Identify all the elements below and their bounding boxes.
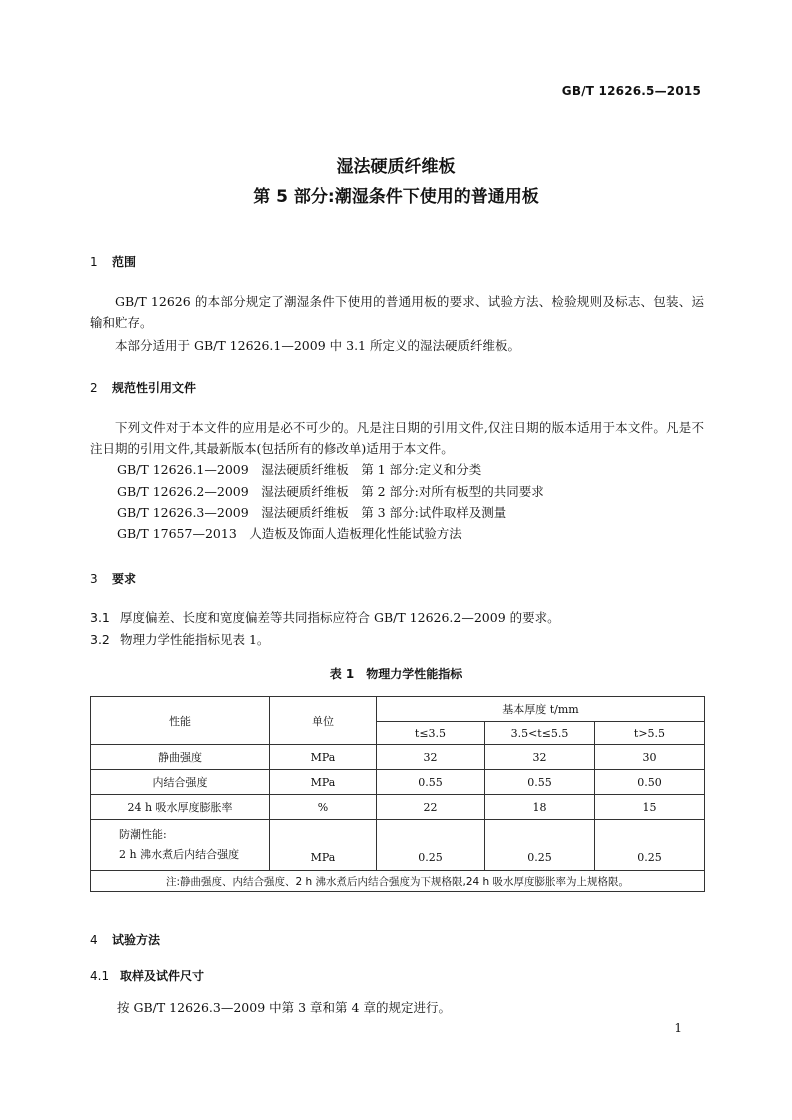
section-number: 2 (90, 381, 98, 395)
clause-4-1-text: 按 GB/T 12626.3—2009 中第 3 章和第 4 章的规定进行。 (117, 1000, 451, 1015)
scope-paragraph: GB/T 12626 的本部分规定了潮湿条件下使用的普通用板的要求、试验方法、检验规则及标志、包装、运输和贮存。 (90, 294, 704, 330)
moisture-sublabel: 2 h 沸水煮后内结合强度 (119, 848, 240, 861)
value-cell: 0.25 (485, 820, 595, 871)
reference-item: GB/T 17657—2013 人造板及饰面人造板理化性能试验方法 (117, 526, 462, 541)
unit-cell: MPa (270, 770, 377, 795)
header-property: 性能 (91, 697, 270, 745)
properties-table (90, 696, 705, 892)
value-cell: 32 (485, 745, 595, 770)
section-4-heading (90, 931, 160, 948)
references-intro: 下列文件对于本文件的应用是必不可少的。凡是注日期的引用文件,仅注日期的版本适用于本文件。凡是不注日期的引用文件,其最新版本(包括所有的修改单)适用于本文件。 (90, 420, 704, 456)
clause-3-1 (90, 608, 560, 626)
reference-item: GB/T 12626.3—2009 湿法硬质纤维板 第 3 部分:试件取样及测量 (117, 505, 507, 520)
value-cell: 32 (377, 745, 485, 770)
section-title: 试验方法 (112, 933, 161, 947)
value-cell: 0.55 (485, 770, 595, 795)
property-cell (91, 820, 270, 871)
section-number: 3 (90, 572, 98, 586)
clause-text: 厚度偏差、长度和宽度偏差等共同指标应符合 GB/T 12626.2—2009 的要求。 (120, 610, 560, 625)
value-cell: 0.55 (377, 770, 485, 795)
standard-number: GB/T 12626.5—2015 (561, 84, 701, 98)
section-title: 规范性引用文件 (112, 381, 197, 395)
clause-title: 取样及试件尺寸 (120, 969, 205, 983)
thickness-range: t≤3.5 (377, 722, 485, 745)
unit-cell: MPa (270, 820, 377, 871)
header-unit: 单位 (270, 697, 377, 745)
property-cell: 24 h 吸水厚度膨胀率 (91, 795, 270, 820)
table-note: 注:静曲强度、内结合强度、2 h 沸水煮后内结合强度为下规格限,24 h 吸水厚度膨胀率为上规格限。 (91, 871, 705, 892)
table-row (91, 770, 705, 795)
clause-number: 3.2 (90, 632, 110, 647)
section-number: 1 (90, 255, 98, 269)
value-cell: 30 (595, 745, 705, 770)
scope-applicability: 本部分适用于 GB/T 12626.1—2009 中 3.1 所定义的湿法硬质纤维板。 (115, 338, 520, 353)
value-cell: 18 (485, 795, 595, 820)
unit-cell: % (270, 795, 377, 820)
unit-cell: MPa (270, 745, 377, 770)
section-number: 4 (90, 933, 98, 947)
clause-text: 物理力学性能指标见表 1。 (120, 632, 270, 647)
value-cell: 0.25 (595, 820, 705, 871)
thickness-range: 3.5<t≤5.5 (485, 722, 595, 745)
reference-item: GB/T 12626.1—2009 湿法硬质纤维板 第 1 部分:定义和分类 (117, 462, 482, 477)
page-number: 1 (674, 1021, 682, 1035)
document-title: 湿法硬质纤维板 (336, 157, 456, 177)
value-cell: 22 (377, 795, 485, 820)
thickness-range: t>5.5 (595, 722, 705, 745)
section-title: 要求 (112, 572, 137, 586)
header-thickness: 基本厚度 t/mm (377, 697, 705, 722)
value-cell: 0.50 (595, 770, 705, 795)
property-cell: 内结合强度 (91, 770, 270, 795)
section-title: 范围 (112, 255, 137, 269)
table-row (91, 745, 705, 770)
value-cell: 15 (595, 795, 705, 820)
property-cell: 静曲强度 (91, 745, 270, 770)
table-caption: 表 1 物理力学性能指标 (329, 667, 463, 681)
reference-item: GB/T 12626.2—2009 湿法硬质纤维板 第 2 部分:对所有板型的共同要求 (117, 484, 544, 499)
document-subtitle: 第 5 部分:潮湿条件下使用的普通用板 (253, 187, 539, 207)
section-2-heading (90, 379, 196, 396)
clause-number: 4.1 (90, 969, 110, 983)
moisture-label: 防潮性能: (119, 828, 167, 841)
table-row (91, 820, 705, 871)
table-row (91, 795, 705, 820)
clause-4-1-heading (90, 967, 204, 984)
section-3-heading (90, 570, 136, 587)
section-1-heading (90, 253, 136, 270)
clause-number: 3.1 (90, 610, 110, 625)
clause-3-2 (90, 630, 269, 648)
value-cell: 0.25 (377, 820, 485, 871)
